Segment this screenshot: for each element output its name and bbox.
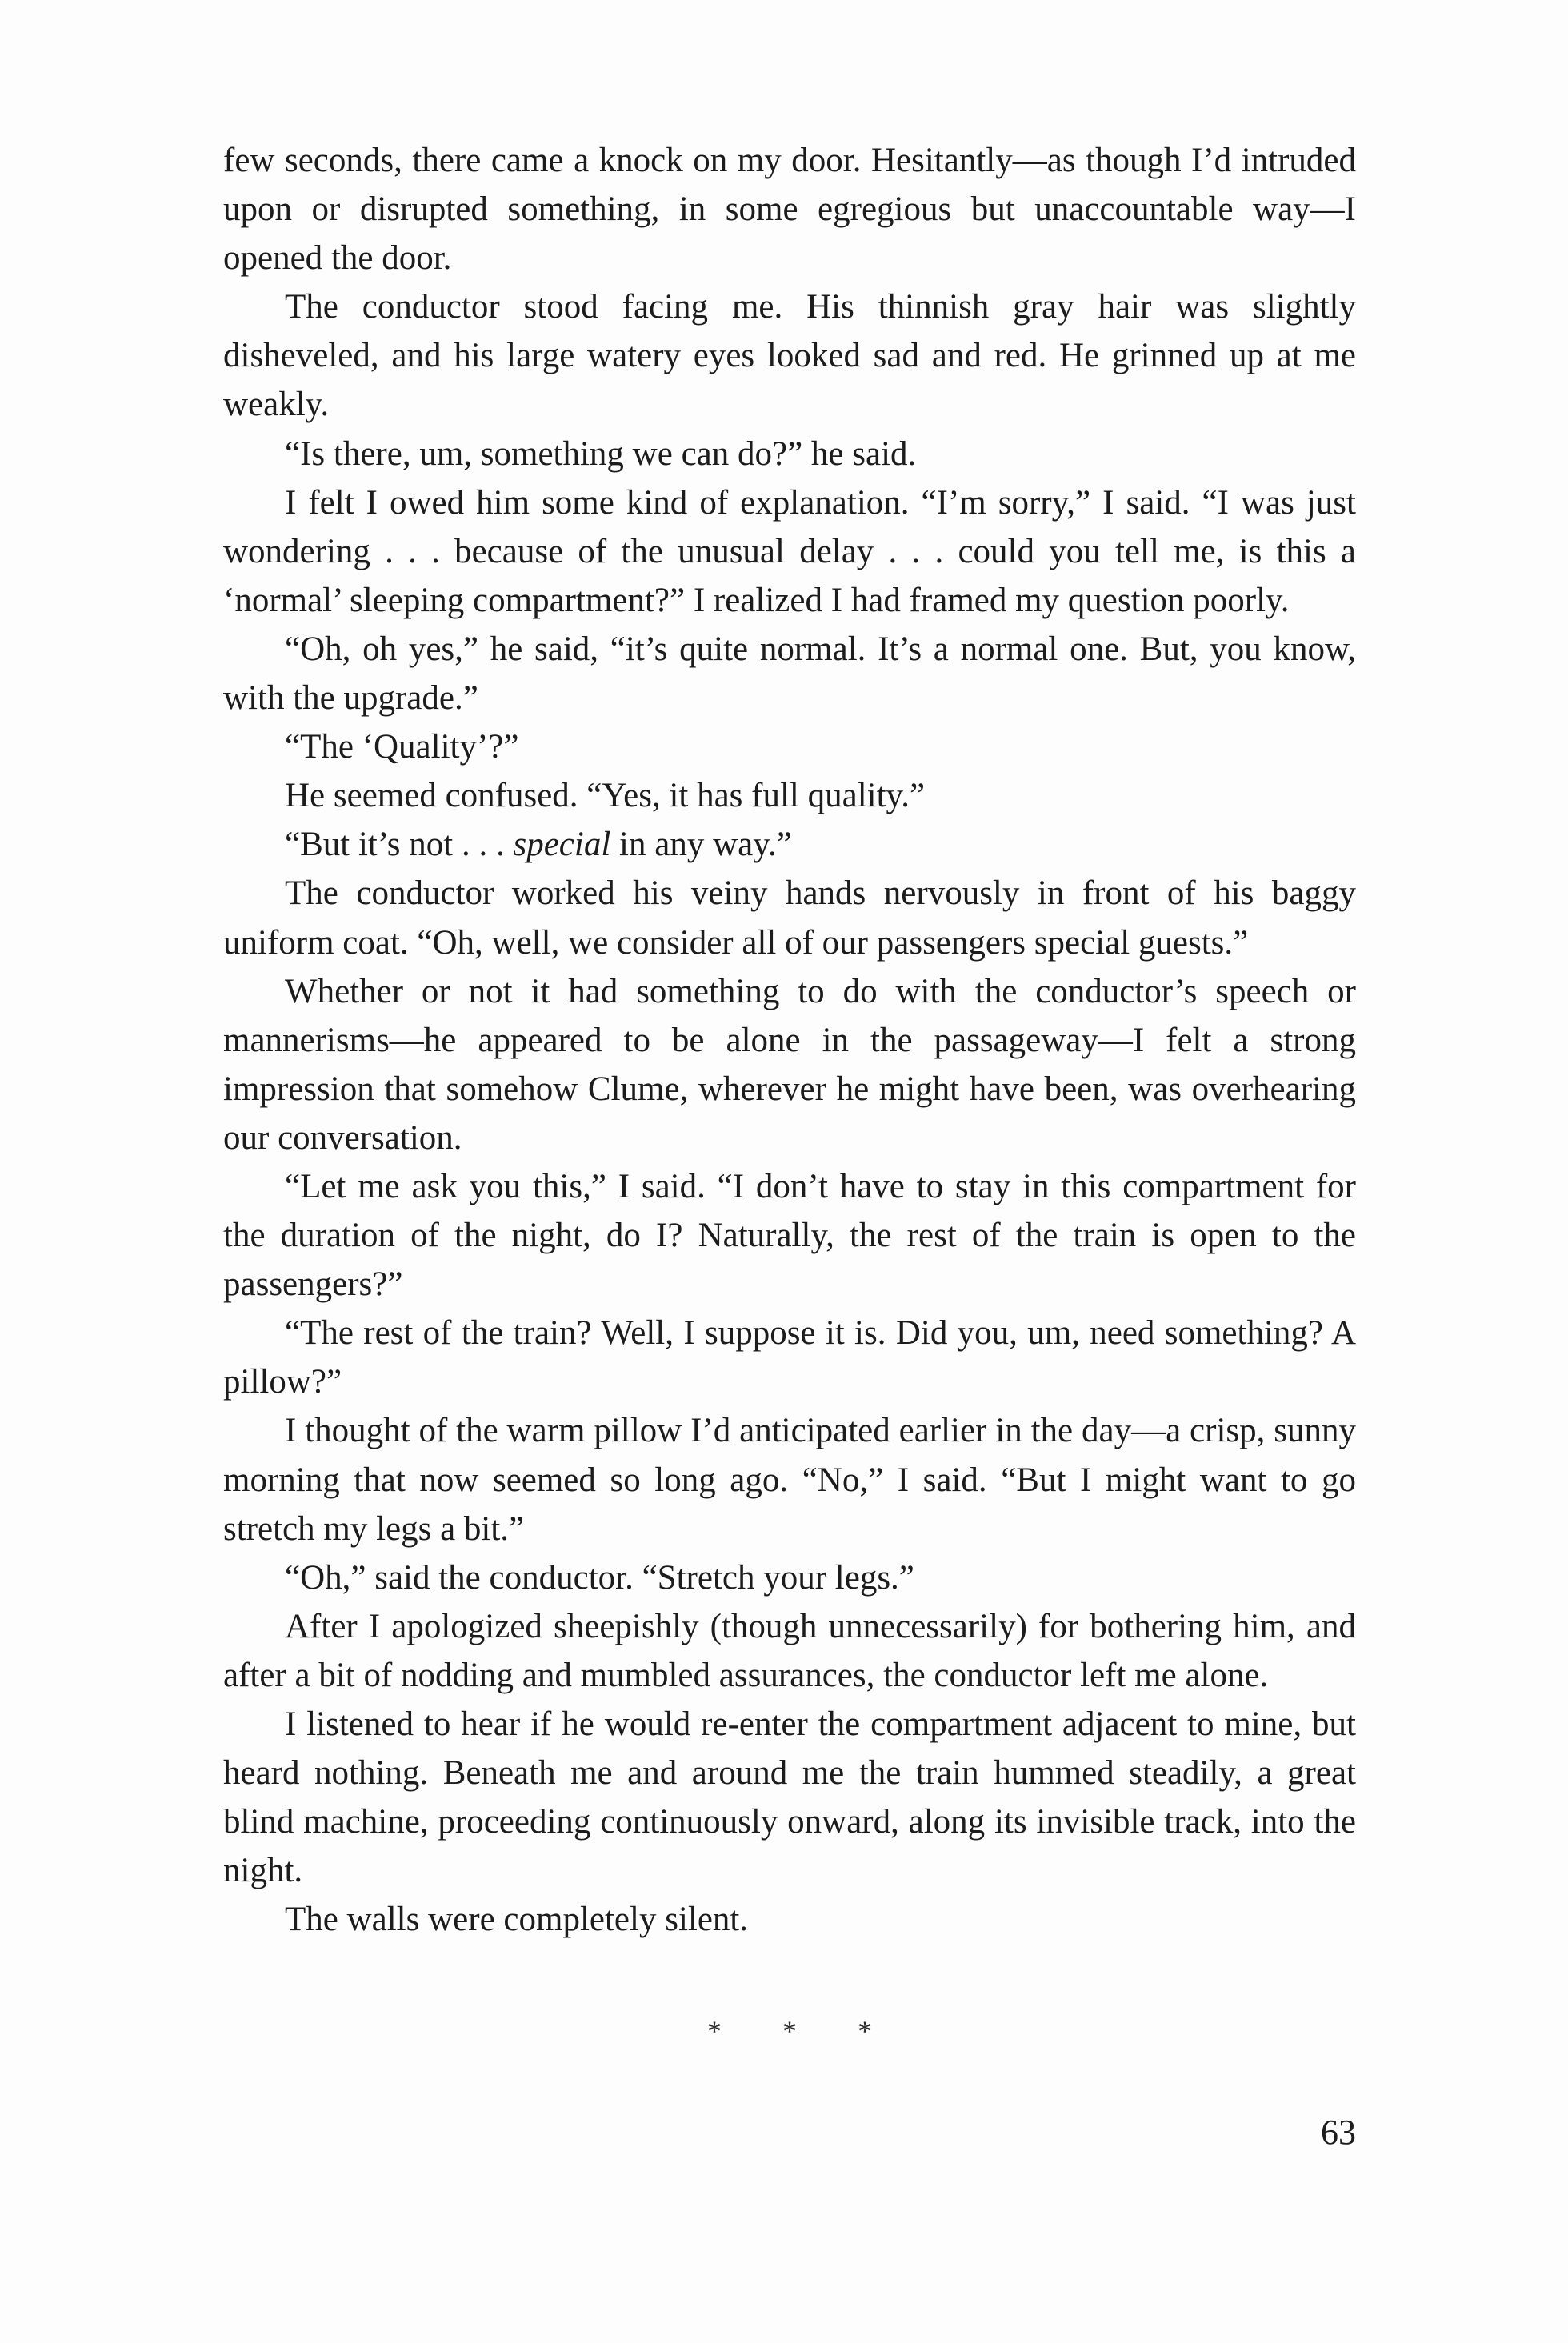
paragraph: few seconds, there came a knock on my door. Hesitantly—as though I’d intruded upon or disrupted something, in some egregious but unaccountable way—I opened the door. xyxy=(223,142,1356,278)
paragraph: I listened to hear if he would re-enter the compartment adjacent to mine, but heard nothing. Beneath me and around me the train hummed steadily, a great blind machine, proceeding continuously onward, along its invisible track, into the night. xyxy=(223,1705,1356,1890)
section-break-star: * xyxy=(782,2015,797,2047)
paragraph: I thought of the warm pillow I’d anticipated earlier in the day—a crisp, sunny morning that now seemed so long ago. “No,” I said. “But I might want to go stretch my legs a bit.” xyxy=(223,1412,1356,1548)
paragraph-special xyxy=(223,820,1356,869)
paragraph: I felt I owed him some kind of explanation. “I’m sorry,” I said. “I was just wondering . . . because of the unusual delay . . . could you tell me, is this a ‘normal’ sleeping compartment?” I realized I had framed my question poorly. xyxy=(223,483,1356,619)
emphasis: special xyxy=(513,826,611,864)
body-text xyxy=(223,136,1356,1944)
paragraph: The walls were completely silent. xyxy=(285,1901,749,1939)
paragraph: The conductor stood facing me. His thinnish gray hair was slightly disheveled, and his large watery eyes looked sad and red. He grinned up at me weakly. xyxy=(223,288,1356,424)
page-number: 63 xyxy=(1321,2113,1356,2152)
paragraph: The conductor worked his veiny hands nervously in front of his baggy uniform coat. “Oh, well, we consider all of our passengers special guests.” xyxy=(223,874,1356,962)
paragraph: “The ‘Quality’?” xyxy=(285,728,519,766)
paragraph: He seemed confused. “Yes, it has full quality.” xyxy=(285,777,926,815)
section-break-star: * xyxy=(858,2015,872,2047)
paragraph-special-text: “But it’s not . . . special in any way.” xyxy=(285,826,792,864)
paragraph: After I apologized sheepishly (though unnecessarily) for bothering him, and after a bit of nodding and mumbled assurances, the conductor left me alone. xyxy=(223,1607,1356,1694)
paragraph: “Oh, oh yes,” he said, “it’s quite normal. It’s a normal one. But, you know, with the upgrade.” xyxy=(223,630,1356,718)
section-break-star: * xyxy=(707,2015,722,2047)
paragraph: “Is there, um, something we can do?” he said. xyxy=(285,434,917,473)
section-break xyxy=(223,2014,1356,2048)
paragraph: “Let me ask you this,” I said. “I don’t have to stay in this compartment for the duration of the night, do I? Naturally, the rest of the train is open to the passengers?” xyxy=(223,1167,1356,1304)
paragraph: “Oh,” said the conductor. “Stretch your legs.” xyxy=(285,1558,914,1597)
paragraph: “The rest of the train? Well, I suppose it is. Did you, um, need something? A pillow?” xyxy=(223,1314,1356,1401)
paragraph: Whether or not it had something to do with the conductor’s speech or mannerisms—he appeared to be alone in the passageway—I felt a strong impression that somehow Clume, wherever he might have been, was overhearing our conversation. xyxy=(223,972,1356,1157)
